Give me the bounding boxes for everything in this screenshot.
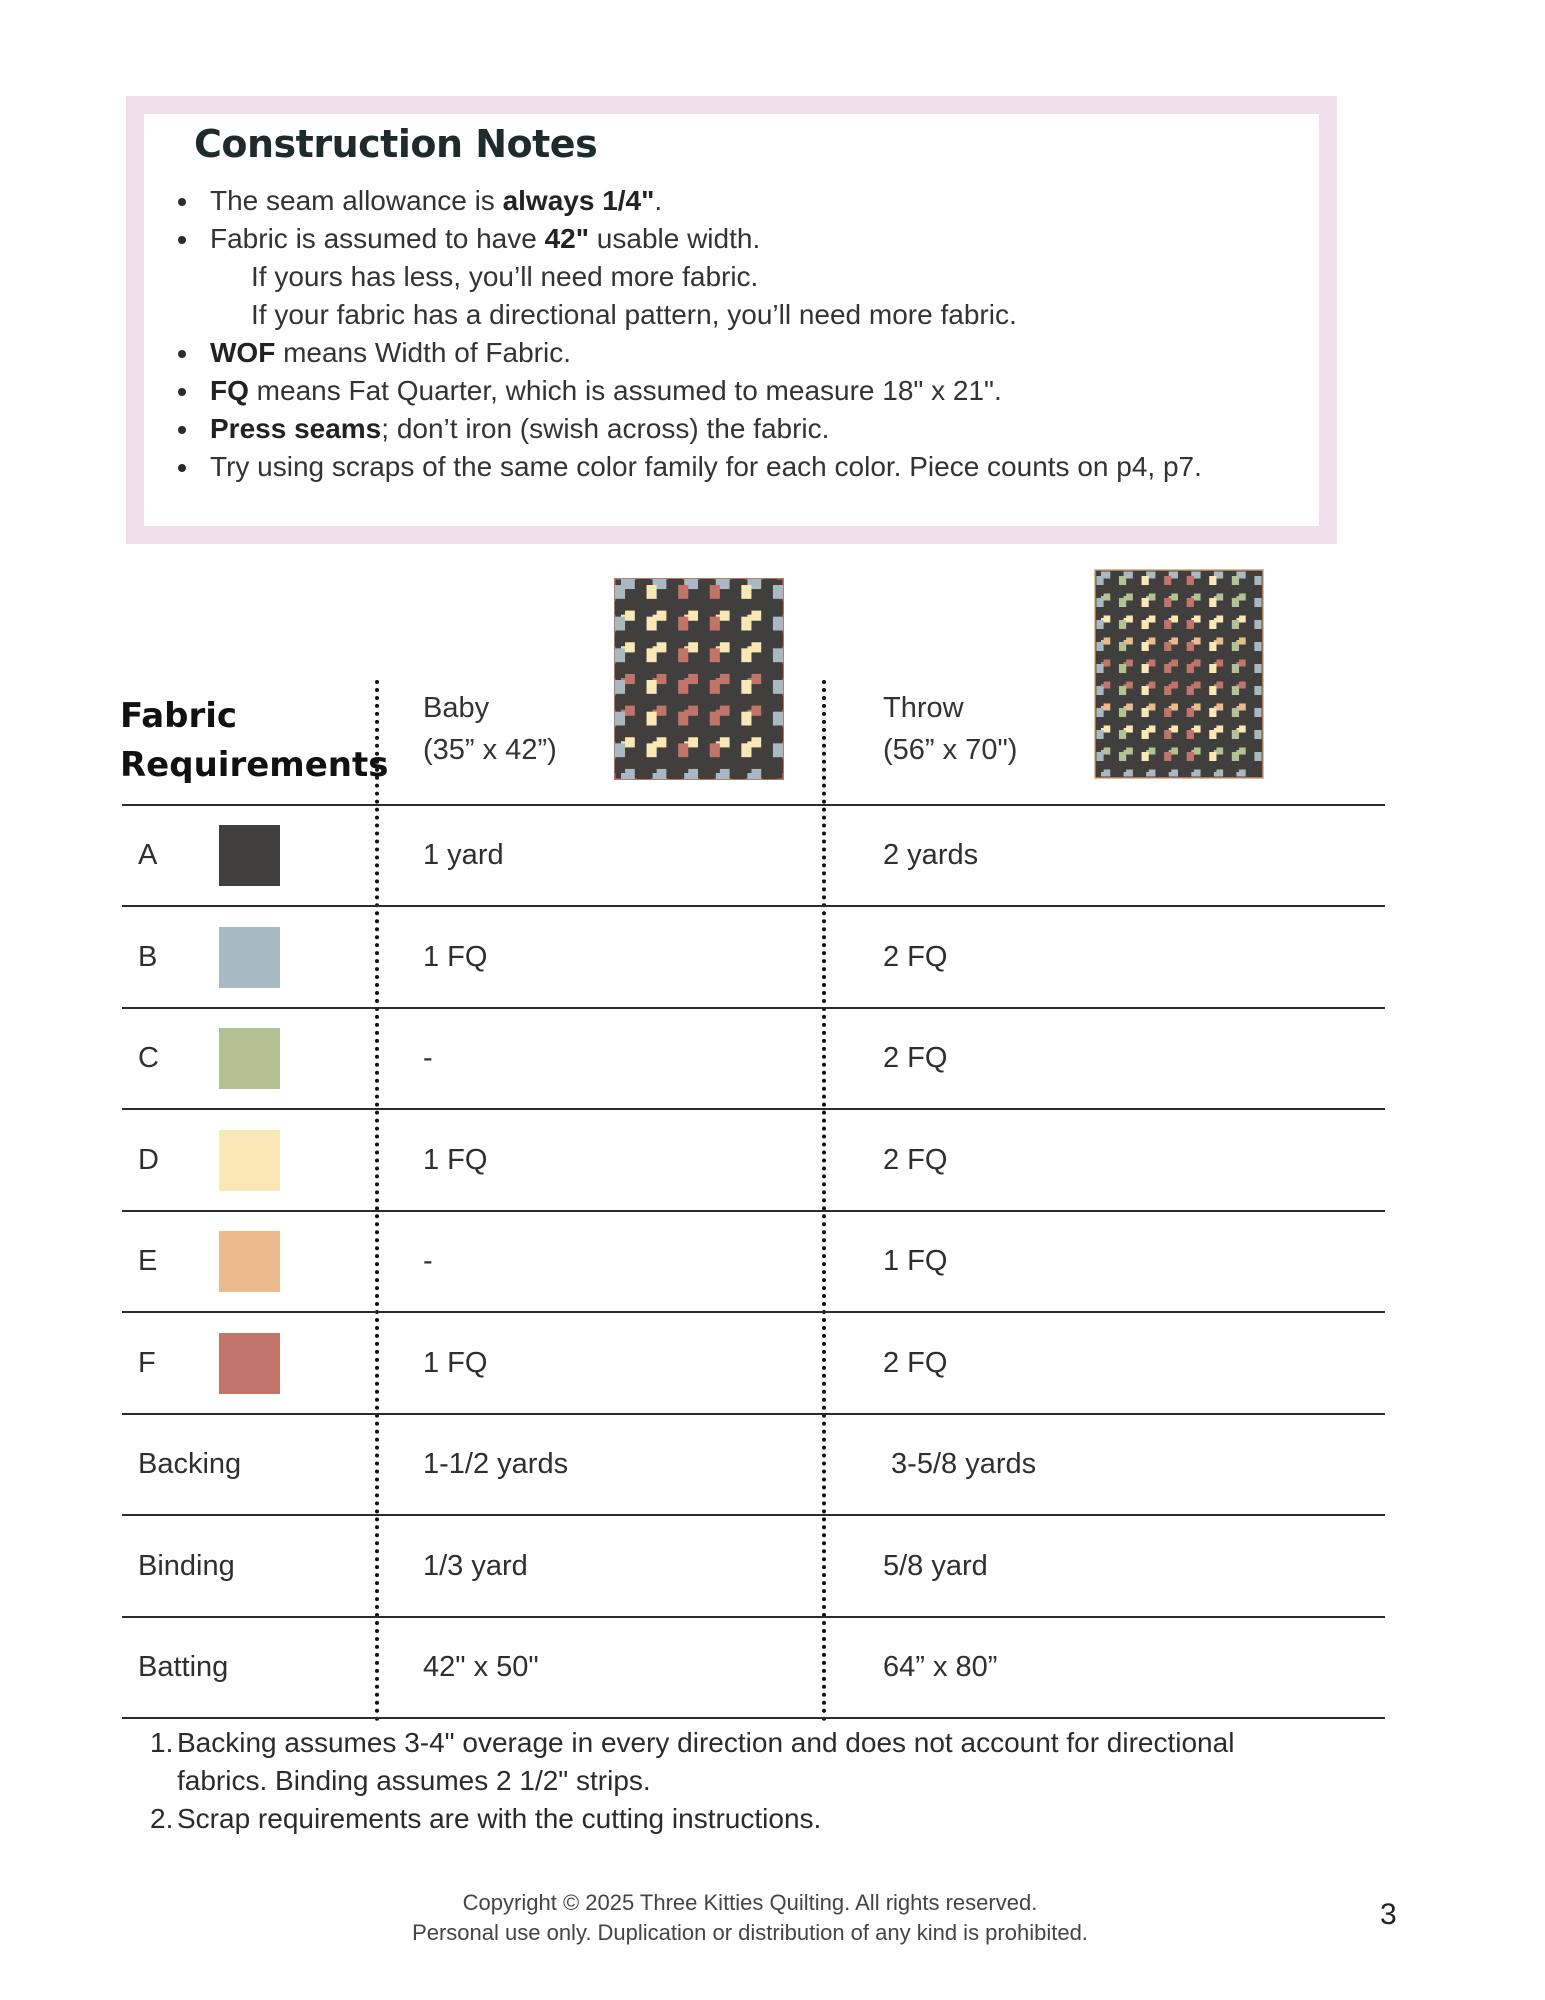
footnote-1: 1. Backing assumes 3-4" overage in every direction and does not account for directional xyxy=(150,1727,1235,1758)
fabric-row xyxy=(122,1516,1385,1617)
baby-size-label: Baby (35” x 42”) xyxy=(423,692,557,766)
throw-amount: 2 FQ xyxy=(883,1347,948,1379)
fabric-swatch xyxy=(219,1028,280,1089)
baby-amount: 1-1/2 yards xyxy=(423,1448,569,1480)
fabric-row xyxy=(122,1110,1385,1211)
baby-amount: - xyxy=(423,1042,433,1074)
quilt-illustration xyxy=(1094,569,1264,779)
note-width-sub-less: If yours has less, you’ll need more fabric. xyxy=(251,261,759,292)
throw-amount: 5/8 yard xyxy=(883,1550,988,1582)
throw-amount: 1 FQ xyxy=(883,1245,948,1277)
throw-amount: 2 FQ xyxy=(883,1144,948,1176)
fabric-label: Batting xyxy=(138,1651,229,1683)
fabric-row xyxy=(122,805,1385,906)
fabric-label: E xyxy=(138,1245,158,1277)
row-rule xyxy=(122,1717,1385,1719)
footnotes xyxy=(150,1724,1350,1838)
fabric-row xyxy=(122,1008,1385,1109)
fabric-row xyxy=(122,907,1385,1008)
quilt-illustration xyxy=(614,578,784,780)
baby-amount: - xyxy=(423,1245,433,1277)
page-number: 3 xyxy=(1380,1898,1397,1931)
throw-amount: 2 yards xyxy=(883,839,979,871)
fabric-label: Binding xyxy=(138,1550,235,1582)
fabric-label: D xyxy=(138,1144,159,1176)
note-press-seams: Press seams; don’t iron (swish across) the fabric. xyxy=(164,410,1314,448)
throw-amount: 2 FQ xyxy=(883,941,948,973)
throw-size-label: Throw (56” x 70") xyxy=(883,692,1018,766)
fabric-requirements-heading: Fabric Requirements xyxy=(120,696,389,785)
fabric-row xyxy=(122,1414,1385,1515)
fabric-swatch xyxy=(219,825,280,886)
baby-amount: 42" x 50" xyxy=(423,1651,539,1683)
fabric-label: Backing xyxy=(138,1448,242,1480)
footnote-2: 2. Scrap requirements are with the cutting instructions. xyxy=(150,1803,822,1834)
construction-notes-list xyxy=(164,182,1314,486)
throw-quilt-image xyxy=(1094,569,1264,779)
fabric-swatch xyxy=(219,927,280,988)
throw-amount: 2 FQ xyxy=(883,1042,948,1074)
fabric-label: F xyxy=(138,1347,156,1379)
fabric-swatch xyxy=(219,1130,280,1191)
baby-amount: 1 FQ xyxy=(423,1347,488,1379)
throw-amount: 64” x 80” xyxy=(883,1651,998,1683)
copyright-notice: Copyright © 2025 Three Kitties Quilting. All rights reserved. Personal use only. Duplication or distribution of any kind is prohibited. xyxy=(412,1890,1088,1945)
baby-amount: 1/3 yard xyxy=(423,1550,528,1582)
fabric-row xyxy=(122,1617,1385,1718)
throw-amount: 3-5/8 yards xyxy=(883,1448,1037,1480)
footnote-1-continued: fabrics. Binding assumes 2 1/2" strips. xyxy=(177,1765,651,1796)
note-seam-allowance: The seam allowance is always 1/4". xyxy=(164,182,1314,220)
note-scraps: Try using scraps of the same color family for each color. Piece counts on p4, p7. xyxy=(164,448,1314,486)
construction-notes-title: Construction Notes xyxy=(194,122,598,166)
fabric-label: B xyxy=(138,941,158,973)
baby-quilt-image xyxy=(614,578,784,780)
baby-amount: 1 yard xyxy=(423,839,504,871)
fabric-row xyxy=(122,1211,1385,1312)
note-fabric-width: Fabric is assumed to have 42" usable width. xyxy=(164,220,1314,258)
fabric-label: A xyxy=(138,839,158,871)
fabric-label: C xyxy=(138,1042,159,1074)
baby-amount: 1 FQ xyxy=(423,1144,488,1176)
fabric-swatch xyxy=(219,1333,280,1394)
note-fq: FQ means Fat Quarter, which is assumed to measure 18" x 21". xyxy=(164,372,1314,410)
baby-amount: 1 FQ xyxy=(423,941,488,973)
fabric-row xyxy=(122,1313,1385,1414)
note-width-sub-directional: If your fabric has a directional pattern, you’ll need more fabric. xyxy=(251,299,1017,330)
note-wof: WOF means Width of Fabric. xyxy=(164,334,1314,372)
fabric-swatch xyxy=(219,1231,280,1292)
